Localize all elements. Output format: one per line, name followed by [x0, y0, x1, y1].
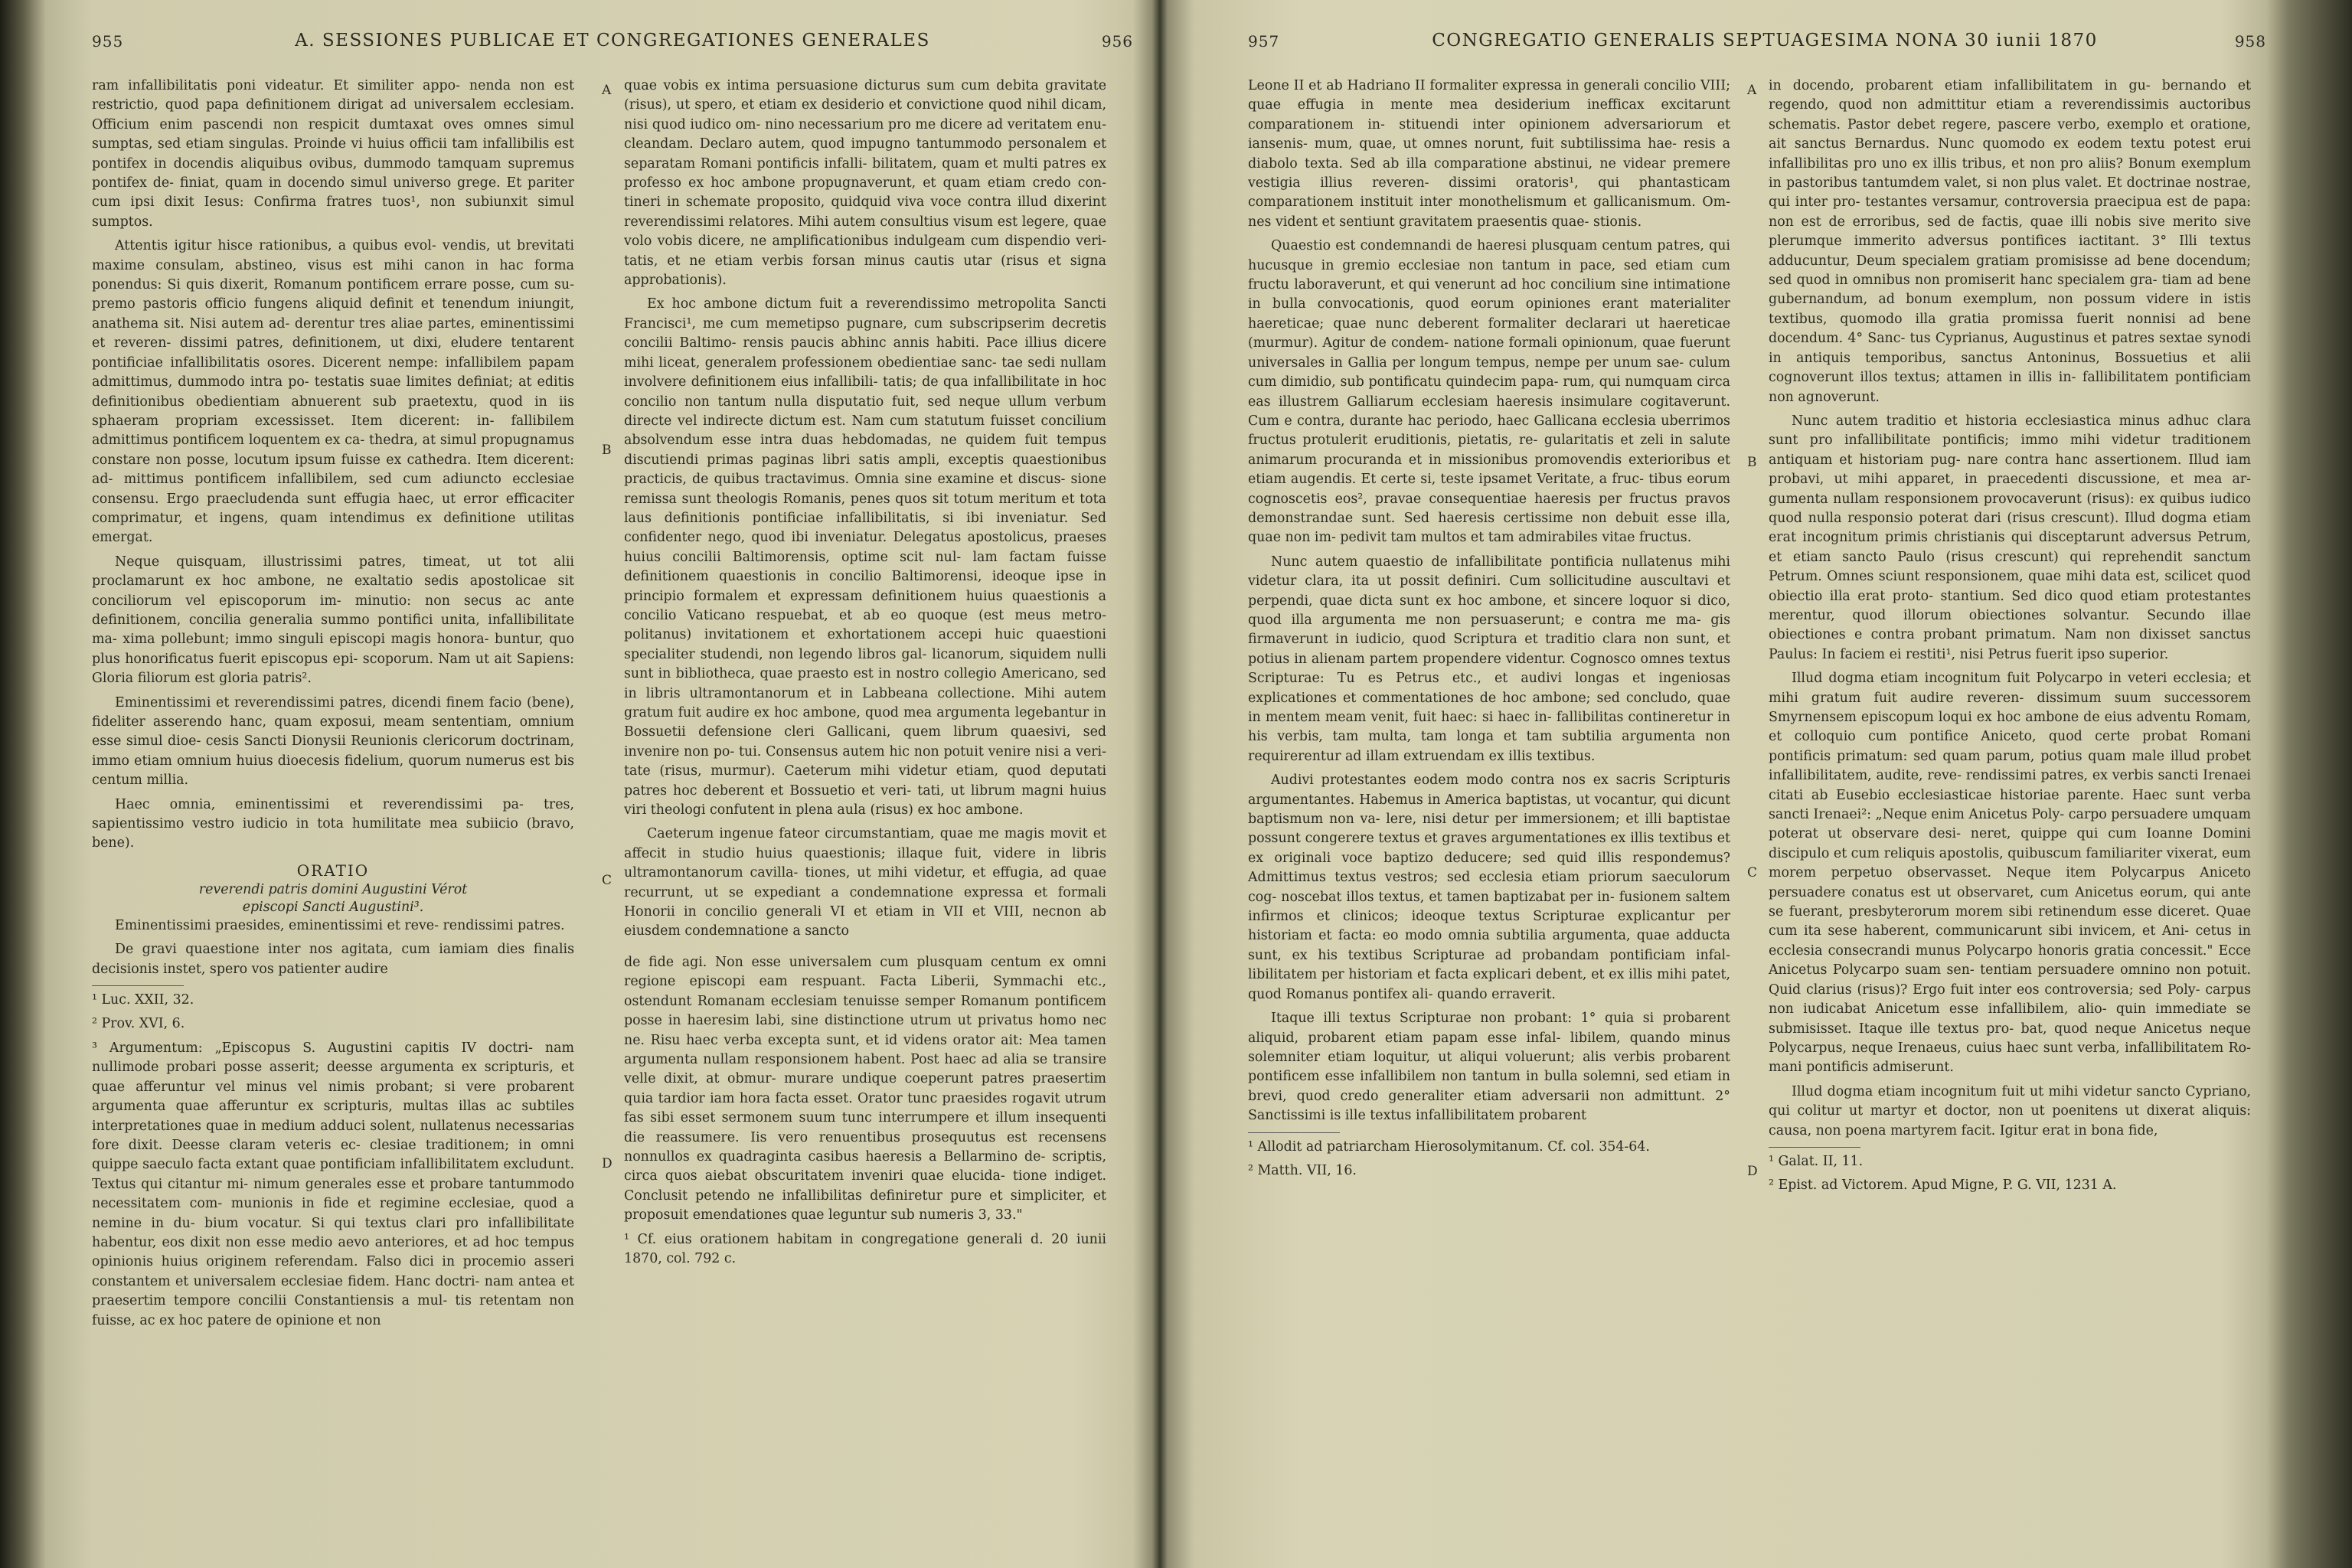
section-letter-a: A — [602, 83, 612, 98]
paragraph: De gravi quaestione inter nos agitata, cum iamiam dies finalis decisionis instet, spero vos patienter audire — [92, 942, 574, 977]
paragraph: Ex hoc ambone dictum fuit a reverendissimo metropolita Sancti Francisci¹, me cum memetipso pugnare, cum subscripserim decretis concilii Baltimo- rensis paucis abhinc annis habiti. Pace illius dicere mihi liceat, generalem professionem obedientiae sanc- tae sedi nullam involvere definitionem eius infallibili- tatis; de qua infallibilitate in hoc concilio non tantum nulla disputatio fuit, sed neque ullum verbum directe vel indirecte dictum est. Nam cum statutum fuisset concilium absolvendum esse intra duas hebdomadas, ne quidem fuit tempus discutiendi primas paginas libri satis ampli, exceptis quaestionibus practicis, de quibus tractavimus. Omnia sine examine et discus- sione remissa sunt theologis Romanis, penes quos sit totum meritum et tota laus definitionis pontificiae infallibilitatis, si ibi inveniatur. Sed confidenter nego, quod ibi inveniatur. Delegatus apostolicus, praeses huius concilii Baltimorensis, optime scit nul- lam factam fuisse definitionem quaestionis in concilio Baltimorensi, ideoque ipse in principio formalem et expressam definitionem huius quaestionis a concilio Vaticano respuebat, et ab eo quoque (est meus metro- politanus) invitationem et exhortationem accepi huic quaestioni specialiter studendi, non legendo libros gal- licanorum, siquidem nulli sunt in bibliotheca, quae praesto est in nostro collegio Americano, sed in libris ultramontanorum et in Labbeana collectione. Mihi autem gratum fuit audire ex hoc ambone, quod mea argumenta legebantur in Bossuetii defensione cleri Gallicani, quem librum quaesivi, sed invenire non po- tui. Consensus autem hic non potuit venire nisi a veri- tate (risus, murmur). Caeterum mihi videtur etiam, quod deputati patres hoc deberent et Bossuetio et veri- tati, ut librum magni huius viri theologi confutent in plena aula (risus) ex hoc ambone. — [624, 296, 1106, 818]
paragraph: Audivi protestantes eodem modo contra nos ex sacris Scripturis argumentantes. Habemus in America baptistas, ut vocantur, qui dicunt baptismum non va- lere, nisi detur per immersionem; et illi baptistae possunt congerere textus et graves argumentationes ex illis textibus et ex originali voce baptizo deducere; sed quid illis respondemus? Admittimus textus vestros; sed ecclesia etiam priorum saeculorum cog- noscebat illos textus, et tamen baptizabat per in- fusionem saltem infirmos et clinicos; ideoque textus Scripturae explicantur per historiam et facta: eo modo omnia subtilia argumenta, quae adducta sunt, ex his textibus Scripturae ad probandam pontificiam infal- libilitatem per historiam et facta explicari debent, et ex illis mihi patet, quod Romanus pontifex ali- quando erraverit. — [1248, 773, 1730, 1002]
section-letter-c: C — [602, 873, 612, 888]
footnote: ¹ Galat. II, 11. — [1769, 1153, 1864, 1169]
footnote: ¹ Luc. XXII, 32. — [92, 992, 194, 1008]
paragraph: quae vobis ex intima persuasione dicturus sum cum debita gravitate (risus), ut spero, et etiam ex desiderio et convictione quod nihil dicam, nisi quod iudico om- nino necessarium pro me dicere ad veritatem enu- cleandam. Declaro autem, quod impugno tantummodo personalem et separatam Romani pontificis infalli- bilitatem, quam et multi patres ex professo ex hoc ambone propugnaverunt, et quam etiam credo con- tineri in schemate proposito, quidquid viva voce contra illud dixerint reverendissimi relatores. Mihi autem consultius visum est legere, quae volo vobis dicere, ne amplificationibus indulgeam cum dispendio veri- tatis, et ne etiam verbis forsan minus cautis utar (risus et signa approbationis). — [624, 78, 1106, 289]
paragraph: Quaestio est condemnandi de haeresi plusquam centum patres, qui hucusque in gremio ecclesiae non tantum in pace, sed etiam cum fructu laboraverunt, et qui venerunt ad hoc concilium sine intimatione in bulla convocationis, quod eorum opiniones erant materialiter haereticae; quae nunc deberent formaliter declarari ut haereticae (murmur). Agitur de condem- natione formali opinionum, quae fuerunt universales in Gallia per longum tempus, nempe per unum sae- culum cum dimidio, sub pontificatu quindecim papa- rum, qui numquam circa eas illustrem Galliarum ecclesiam haeresis insimulare cogitaverunt. Cum e contra, durante hac periodo, haec Gallicana ecclesia uberrimos fructus protulerit eruditionis, pietatis, re- gularitatis et zeli in salute animarum procuranda et in missionibus promovendis exterioribus et etiam augendis. Et certe si, teste ipsamet Veritate, a fruc- tibus eorum cognoscetis eos², pravae consequentiae haeresis per fructus pravos demonstrandae sunt. Sed haeresis certissime non debuit esse illa, quae non im- pedivit tam multos et tam admirabiles vitae fructus. — [1248, 238, 1730, 546]
paragraph: Neque quisquam, illustrissimi patres, timeat, ut tot alii proclamarunt ex hoc ambone, ne exaltatio sedis apostolicae sit conciliorum vel episcoporum im- minutio: non secus ac ante definitionem, concilia generalia summo pontifici unita, infallibilitate ma- xima pollebunt; immo singuli episcopi magis honora- buntur, quo plus honorificatus fuerit episcopus epi- scoporum. Nam ut ait Sapiens: Gloria filiorum est gloria patris². — [92, 554, 574, 687]
footnote: ² Prov. XVI, 6. — [92, 1016, 185, 1032]
footnote-rule — [92, 985, 184, 986]
running-title-left: A. SESSIONES PUBLICAE ET CONGREGATIONES GENERALES — [295, 31, 930, 51]
footnote-rule — [1769, 1147, 1860, 1148]
footnote: ² Matth. VII, 16. — [1248, 1162, 1357, 1178]
paragraph: in docendo, probarent etiam infallibilitatem in gu- bernando et regendo, quod non admittitur etiam a reverendissimis auctoribus schematis. Pastor debet regere, pascere verbo, exemplo et oratione, ait sanctus Bernardus. Nunc quomodo ex eodem textu potest erui infallibilitas pro uno ex illis tribus, et non pro aliis? Bonum exemplum in pastoribus tantumdem valet, si non plus valet. Et doctrinae nostrae, qui inter pro- testantes versamur, controversia praecipua est de papa: non est de erroribus, sed de factis, quae illi nobis sive merito sive plerumque immerito adversus pontifices iactitant. 3° Illi textus adducuntur, Deum specialem gratiam promisisse ad bene docendum; sed quod in omnibus non promiserit hanc specialem gra- tiam ad bene gubernandum, ad bonum exemplum, non possum videre in istis textibus, quomodo illa gratia promissa fuerit nonnisi ad bene docendum. 4° Sanc- tus Cyprianus, Augustinus et patres sextae synodi in antiquis temporibus, sanctus Antoninus, Bossuetius et alii cognoverunt illos textus; attamen in illis in- fallibilitatem pontificiam non agnoverunt. — [1769, 78, 2251, 405]
paragraph: Illud dogma etiam incognitum fuit Polycarpo in veteri ecclesia; et mihi gratum fuit audire reveren- dissimum suum successorem Smyrnensem episcopum loqui ex hoc ambone de eius adventu Romam, et colloquio cum pontifice Aniceto, quod certe probat Romani pontificis primatum: sed quam parum, potius quam male illud probet infallibilitatem, audite, reve- rendissimi patres, ex verbis sancti Irenaei citati ab Eusebio ecclesiasticae historiae parente. Haec sunt verba sancti Irenaei²: „Neque enim Anicetus Poly- carpo persuadere umquam poterat ut observare desi- neret, quippe qui cum Ioanne Domini discipulo et cum reliquis apostolis, quibuscum familiariter vixerat, eum morem perpetuo observasset. Neque item Polycarpus Aniceto persuadere conatus est ut observaret, cum Anicetus eorum, qui ante se fuerant, presbyterorum morem sibi retinendum esse diceret. Quae cum ita sese haberent, communicarunt sibi invicem, et Ani- cetus in ecclesia consecrandi munus Polycarpo honoris gratia concessit." Ecce Anicetus Polycarpo suam sen- tentiam persuadere omnino non potuit. Quid clarius (risus)? Ergo fuit inter eos controversia; sed Poly- carpus non iudicabat Anicetum esse infallibilem, alio- quin immediate se submisisset. Itaque ille textus pro- bat, quod neque Anicetus neque Polycarpus, neque Irenaeus, cuius haec sunt verba, infallibilitatem Ro- mani pontificis admiserunt. — [1769, 671, 2251, 1076]
page-number-957: 957 — [1248, 32, 1280, 51]
paragraph: Attentis igitur hisce rationibus, a quibus evol- vendis, ut brevitati maxime consulam, abstineo, visus est mihi canon in hac forma ponendus: Si quis dixerit, Romanum pontificem errare posse, cum su- premo pastoris officio fungens aliquid definit et tenendum iniungit, anathema sit. Nisi autem ad- derentur tres aliae partes, eminentissimi et reveren- dissimi patres, definitionem, ut dixi, eludere tentarent pontificiae infallibilitatis osores. Dicerent nempe: infallibilem papam admittimus, dummodo intra po- testatis suae limites definiat; at editis definitionibus obedientiam abnuerent sub praetextu, quod in iis sphaeram propriam excessisset. Item dicerent: in- fallibilem admittimus pontificem loquentem ex ca- thedra, at simul propugnamus constare non posse, locutum ipsum fuisse ex cathedra. Item dicerent: ad- mittimus pontificem infallibilem, sed cum adiuncto ecclesiae consensu. Ergo praecludenda sunt effugia haec, ut error efficaciter comprimatur, et ingens, quam intendimus ex definitione utilitas emergat. — [92, 238, 574, 546]
left-page-column-2 — [624, 77, 1106, 1446]
footnote: ² Epist. ad Victorem. Apud Migne, P. G. VII, 1231 A. — [1769, 1178, 2117, 1194]
paragraph: Eminentissimi et reverendissimi patres, dicendi finem facio (bene), fideliter asserendo hanc, quam exposui, meam sententiam, omnium esse simul dioe- cesis Sancti Dionysii Reunionis clericorum doctrinam, immo etiam omnium huius dioecesis fidelium, quorum numerus est bis centum millia. — [92, 694, 574, 789]
paragraph: Caeterum ingenue fateor circumstantiam, quae me magis movit et affecit in studio huius quaestionis; illaque fuit, videre in libris ultramontanorum cavilla- tiones, ut mihi videtur, et effugia, ad quae recurrunt, ut se expediant a condemnatione expressa et formali Honorii in concilio generali VI et etiam in VII et VIII, necnon ab eiusdem condemnatione a sancto — [624, 826, 1106, 939]
paragraph: ram infallibilitatis poni videatur. Et similiter appo- nenda non est restrictio, quod papa definitionem dirigat ad universalem ecclesiam. Officium enim pascendi non respicit dumtaxat oves omnes simul sumptas, sed etiam singulas. Proinde vi huius officii tam infallibilis est pontifex in docendis aliquibus ovibus, dummodo tamquam supremus pontifex de- finiat, quam in docendo simul universo grege. Et pariter cum ipsi dixit Iesus: Confirma fratres tuos¹, non subiunxit simul sumptos. — [92, 78, 574, 230]
right-page-column-1 — [1248, 77, 1730, 1446]
right-page-column-2 — [1769, 77, 2251, 1446]
paragraph: Nunc autem traditio et historia ecclesiastica minus adhuc clara sunt pro infallibilitate pontificis; immo mihi videtur traditionem antiquam et historiam pug- nare contra hanc assertionem. Illud iam probavi, ut mihi apparet, in praecedenti discussione, et mea ar- gumenta nullam responsionem provocaverunt (risus): ex quibus iudico quod nulla responsio poterat dari (risus crescunt). Illud dogma etiam erat incognitum primis christianis qui disceptarunt adversus Petrum, et etiam sancto Paulo (risus crescunt) qui reprehendit sanctum Petrum. Omnes sciunt responsionem, quae mihi data est, scilicet quod obiectio illa erat proto- stantium. Sed dico quod etiam protestantes merentur, quod illorum obiectiones solvantur. Secundo illae obiectiones e contra probant primatum. Nam non dixisset sanctus Paulus: In faciem ei restiti¹, nisi Petrus fuerit ipso superior. — [1769, 413, 2251, 662]
oratio-subtitle-1: reverendi patris domini Augustini Vérot — [198, 881, 468, 897]
paragraph: Haec omnia, eminentissimi et reverendissimi pa- tres, sapientissimo vestro iudicio in tota humilitate mea subiicio (bravo, bene). — [92, 796, 574, 851]
paragraph: Illud dogma etiam incognitum fuit ut mihi videtur sancto Cypriano, qui colitur ut martyr et doctor, non ut poenitens ut dixerat aliquis: causa, non poena martyrem facit. Igitur erat in bona fide, — [1769, 1083, 2251, 1138]
right-page — [1194, 0, 2266, 1568]
page-number-955: 955 — [92, 32, 124, 51]
paragraph: Nunc autem quaestio de infallibilitate pontificia nullatenus mihi videtur clara, ita ut possit definiri. Cum sollicitudine auscultavi et perpendi, quae dicta sunt ex hoc ambone, et sincere loquor si dico, quod illa argumenta me non persuaserunt; e contra me ma- gis firmaverunt in iudicio, quod Scriptura et traditio clara non sunt, et potius in alienam partem propendere videntur. Cognosco omnes textus Scripturae: Tu es Petrus etc., et audivi longas et ingeniosas explicationes et commentationes de hoc ambone; sed concludo, quae in mentem meam venit, fuit haec: si haec in- fallibilitas contineretur in his verbis, tam multa, tam longa et tam subtilia argumenta non requirerentur ad illam extruendam ex illis textibus. — [1248, 554, 1730, 764]
section-letter-d: D — [602, 1156, 612, 1171]
running-title-right: CONGREGATIO GENERALIS SEPTUAGESIMA NONA 30 iunii 1870 — [1432, 31, 2098, 51]
section-letter-b: B — [602, 443, 612, 458]
footnote: ¹ Allodit ad patriarcham Hierosolymitanum. Cf. col. 354-64. — [1248, 1138, 1650, 1155]
left-page — [92, 0, 1133, 1568]
footnote-rule — [1248, 1132, 1340, 1133]
footnote: ¹ Cf. eius orationem habitam in congregatione generali d. 20 iunii 1870, col. 792 c. — [624, 1231, 1106, 1266]
footnote: de fide agi. Non esse universalem cum plusquam centum ex omni regione episcopi eam respuant. Facta Liberii, Symmachi etc., ostendunt Romanam ecclesiam tenuisse semper Romanum pontificem posse in haeresim labi, sine distinctione utrum ut privatus homo nec ne. Risu haec verba excepta sunt, et id videns orator ait: Mea tamen argumenta nullam responsionem habent. Post haec ad alia se transire velle dixit, at obmur- murare undique coeperunt patres praesertim quia tardior iam hora facta esset. Orator tunc praesides rogavit utrum fas sibi esset sermonem suum tunc interrumpere et illum insequenti die reassumere. Iis vero renuentibus prosequutus est recensens nonnullos ex quadraginta casibus haeresis a Bellarmino de- scriptis, circa quos aiebat obscuritatem inveniri quae elucida- tione indiget. Conclusit petendo ne infallibilitas definiretur pure et simpliciter, et proposuit emendationes quae leguntur sub numeris 3, 33." — [624, 954, 1106, 1223]
footnote: ³ Argumentum: „Episcopus S. Augustini capitis IV doctri- nam nullimode probari posse asserit; deesse argumenta ex scripturis, et quae afferuntur vel minus vel nimis probant; si vere probarent argumenta quae afferuntur ex scripturis, multas illas ac subtiles interpretationes quae in medium adduci solent, nullatenus necessarias fore dixit. Deesse claram veteris ec- clesiae traditionem; in omni quippe saeculo facta extant quae pontificiam infallibilitatem excludunt. Textus qui citantur mi- nimum generales esse et probare tantummodo necessitatem com- munionis in fide et regimine ecclesiae, quod a nemine in du- bium vocatur. Si qui textus clari pro infallibilitate habentur, eos dixit non esse medio aevo anteriores, et ad hoc tempus opinionis huius originem referendam. Falso dici in procemio asseri constantem et universalem ecclesiae fidem. Hanc doctri- nam antea et praesertim tempore concilii Constantiensis a mul- tis retentam non fuisse, ac ex hoc patere de opinione et non — [92, 1040, 574, 1328]
section-letter-c: C — [1747, 865, 1758, 880]
paragraph: Leone II et ab Hadriano II formaliter expressa in generali concilio VIII; quae effugia in mente mea desiderium inefficax excitarunt comparationem in- stituendi inter opinionem adversariorum et iansenis- mum, quae, ut omnes norunt, fuit subtilissima hae- resis a diabolo texta. Sed ab illa comparatione abstinui, ne videar premere vestigia illius reveren- dissimi oratoris¹, qui phantasticam comparationem instituit inter monothelismum et gallicanismum. Om- nes vident et sentiunt gravitatem praesentis quae- stionis. — [1248, 78, 1730, 230]
oratio-heading: ORATIO — [296, 861, 370, 880]
paragraph: Itaque illi textus Scripturae non probant: 1° quia si probarent aliquid, probarent etiam papam esse infal- libilem, quando minus solemniter etiam loquitur, ut aliqui voluerunt; alis verbis probarent pontificem esse infallibilem non tantum in bulla solemni, sed etiam in brevi, quod credo generaliter etiam adversarii non admittunt. 2° Sanctissimi is ille textus infallibilitatem probarent — [1248, 1011, 1730, 1124]
section-letter-b: B — [1747, 455, 1757, 470]
section-letter-a: A — [1747, 83, 1757, 98]
paragraph: Eminentissimi praesides, eminentissimi et reve- rendissimi patres. — [115, 917, 565, 933]
oratio-subtitle-2: episcopi Sancti Augustini³. — [242, 899, 424, 915]
right-page-header — [1194, 28, 2266, 58]
page-number-958: 958 — [2234, 32, 2266, 51]
left-page-column-1 — [92, 77, 574, 1446]
section-letter-d: D — [1747, 1164, 1758, 1179]
page-number-956: 956 — [1101, 32, 1133, 51]
left-page-header — [92, 28, 1133, 58]
